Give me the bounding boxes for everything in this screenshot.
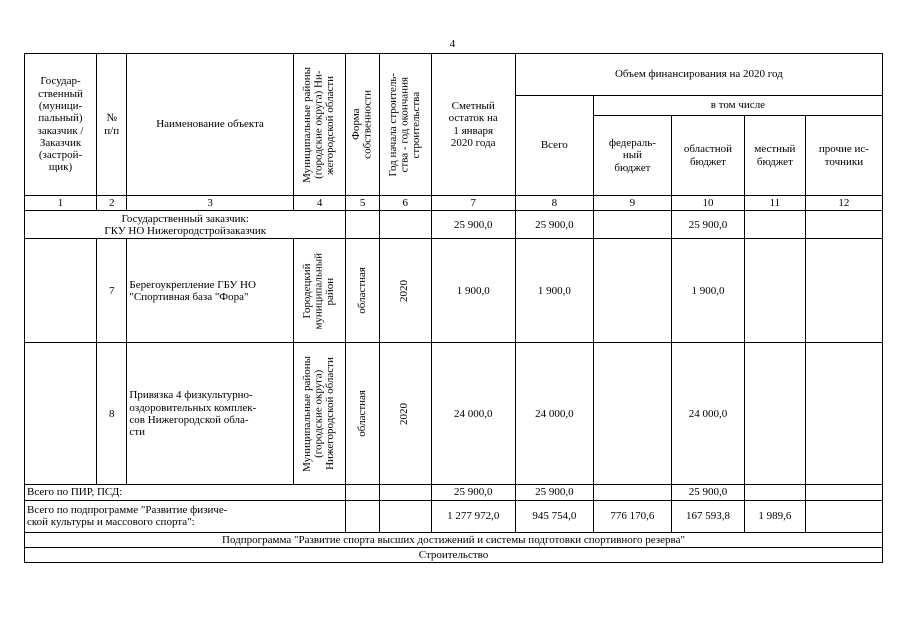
column-number: 8 [515, 196, 593, 211]
subprogram-total-row [25, 500, 883, 532]
customer-regional: 25 900,0 [671, 211, 744, 239]
table-cell [593, 485, 671, 500]
table-cell [593, 343, 671, 485]
table-cell [379, 500, 431, 532]
object-number: 8 [97, 343, 127, 485]
object-name: Берегоукрепление ГБУ НО "Спортивная база "Фора" [127, 239, 293, 343]
subprogram-heading: Подпрограмма "Развитие спорта высших достижений и системы подготовки спортивного резерва" [25, 532, 883, 547]
table-cell [379, 211, 431, 239]
object-regional: 1 900,0 [671, 239, 744, 343]
object-years [379, 343, 431, 485]
table-cell [805, 211, 882, 239]
object-years [379, 239, 431, 343]
header-funding-group: Объем финансирования на 2020 год [515, 54, 882, 96]
table-cell [346, 211, 379, 239]
header-row-1 [25, 54, 883, 96]
page-number: 4 [449, 38, 456, 50]
object-regional: 24 000,0 [671, 343, 744, 485]
table-cell [379, 485, 431, 500]
object-number: 7 [97, 239, 127, 343]
subprogram-total-federal: 776 170,6 [593, 500, 671, 532]
header-estimate: Сметный остаток на 1 января 2020 года [431, 54, 515, 196]
section-heading: Строительство [25, 547, 883, 562]
column-number: 2 [97, 196, 127, 211]
customer-total: 25 900,0 [515, 211, 593, 239]
header-ownership [346, 54, 379, 196]
header-ownership-text: Форма собственности [350, 90, 374, 159]
object-ownership-text: областная [355, 390, 368, 438]
table-row [25, 239, 883, 343]
subprogram-total-estimate: 1 277 972,0 [431, 500, 515, 532]
table-cell [744, 239, 805, 343]
column-numbers-row [25, 196, 883, 211]
header-number: № п/п [97, 54, 127, 196]
column-number: 1 [25, 196, 97, 211]
total-pir-label: Всего по ПИР, ПСД: [25, 485, 346, 500]
table-cell [25, 343, 97, 485]
table-cell [805, 485, 882, 500]
object-ownership [346, 343, 379, 485]
header-customer: Государ- ственный (муници- пальный) заказчик / Заказчик (застрой- щик) [25, 54, 97, 196]
column-number: 12 [805, 196, 882, 211]
customer-row [25, 211, 883, 239]
funding-table [24, 53, 883, 563]
object-district [293, 343, 346, 485]
table-cell [805, 343, 882, 485]
subprogram-heading-row [25, 532, 883, 547]
subprogram-total-local: 1 989,6 [744, 500, 805, 532]
header-other: прочие ис- точники [805, 116, 882, 196]
header-local: местный бюджет [744, 116, 805, 196]
object-estimate: 24 000,0 [431, 343, 515, 485]
table-cell [744, 211, 805, 239]
column-number: 10 [671, 196, 744, 211]
column-number: 6 [379, 196, 431, 211]
object-ownership-text: областная [355, 267, 368, 315]
table-cell [744, 485, 805, 500]
object-years-text: 2020 [398, 279, 411, 302]
object-total: 1 900,0 [515, 239, 593, 343]
subprogram-total-label: Всего по подпрограмме "Развитие физиче- ской культуры и массового спорта": [25, 500, 346, 532]
customer-estimate: 25 900,0 [431, 211, 515, 239]
header-object-name: Наименование объекта [127, 54, 293, 196]
table-row [25, 343, 883, 485]
column-number: 4 [293, 196, 346, 211]
object-district [293, 239, 346, 343]
header-total: Всего [515, 96, 593, 196]
subprogram-total-total: 945 754,0 [515, 500, 593, 532]
table-cell [25, 239, 97, 343]
table-cell [805, 500, 882, 532]
table-cell [346, 485, 379, 500]
table-cell [744, 343, 805, 485]
column-number: 5 [346, 196, 379, 211]
table-cell [805, 239, 882, 343]
table-cell [593, 239, 671, 343]
total-pir-row [25, 485, 883, 500]
object-estimate: 1 900,0 [431, 239, 515, 343]
header-including: в том числе [593, 96, 882, 116]
header-years-text: Год начала строитель- ства - год окончания строительства [386, 72, 423, 177]
object-district-text: Муниципальные районы (городские округа) Нижегородской области [301, 355, 337, 472]
column-number: 7 [431, 196, 515, 211]
total-pir-regional: 25 900,0 [671, 485, 744, 500]
total-pir-estimate: 25 900,0 [431, 485, 515, 500]
column-number: 11 [744, 196, 805, 211]
header-years [379, 54, 431, 196]
total-pir-total: 25 900,0 [515, 485, 593, 500]
customer-label: Государственный заказчик: ГКУ НО Нижегородстройзаказчик [25, 211, 346, 239]
column-number: 3 [127, 196, 293, 211]
header-districts-text: Муниципальные районы (городские округа) Ни- жегородской области [301, 66, 337, 183]
object-years-text: 2020 [398, 402, 411, 425]
table-cell [346, 500, 379, 532]
object-name: Привязка 4 физкультурно- оздоровительных комплек- сов Нижегородской обла- сти [127, 343, 293, 485]
object-total: 24 000,0 [515, 343, 593, 485]
section-heading-row [25, 547, 883, 562]
column-number: 9 [593, 196, 671, 211]
object-ownership [346, 239, 379, 343]
header-districts [293, 54, 346, 196]
subprogram-total-regional: 167 593,8 [671, 500, 744, 532]
header-regional: областной бюджет [671, 116, 744, 196]
table-cell [593, 211, 671, 239]
object-district-text: Городецкий муниципальный район [301, 252, 337, 330]
header-federal: федераль- ный бюджет [593, 116, 671, 196]
